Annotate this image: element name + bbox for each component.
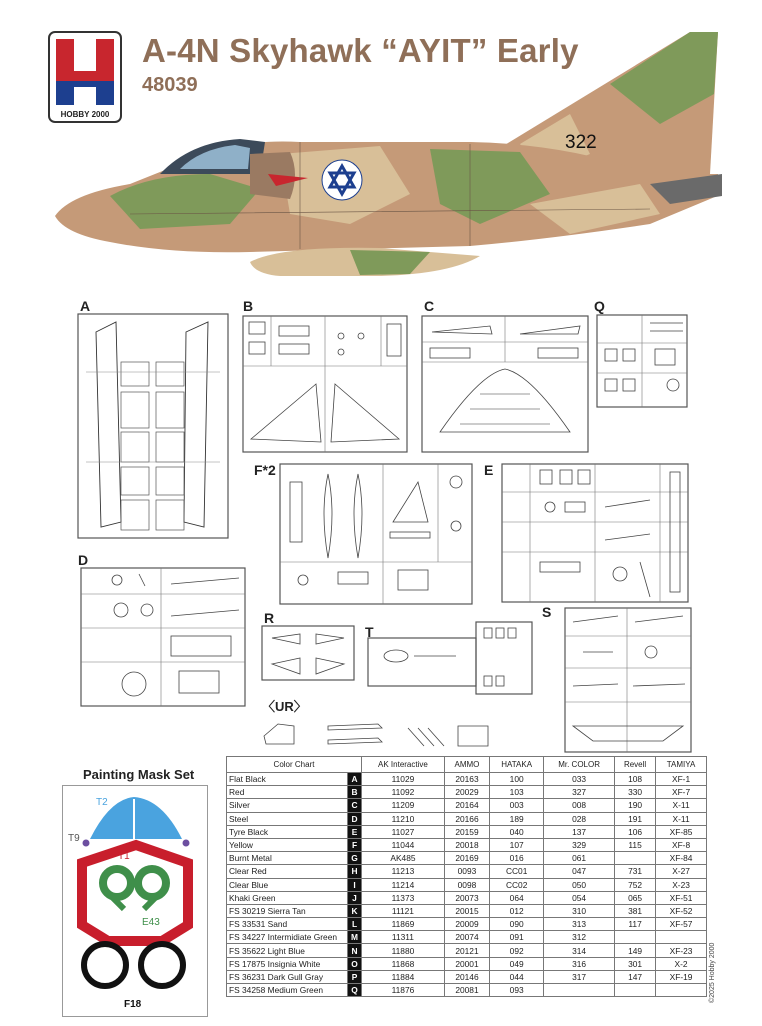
cell-ammo: 20166 [444,812,489,825]
cell-ammo: 20001 [444,957,489,970]
kit-number: 48039 [142,74,198,96]
sprue-label-t: T [365,624,374,640]
cell-mrcolor: 008 [544,799,615,812]
painting-mask-sheet [62,785,208,1017]
cell-code: N [348,944,362,957]
cell-mrcolor: 316 [544,957,615,970]
cell-hataka: 064 [490,891,544,904]
cell-ak: 11869 [362,918,445,931]
cell-code: Q [348,984,362,997]
cell-hataka: 016 [490,852,544,865]
cell-name: FS 35622 Light Blue [227,944,348,957]
sprue-s [563,606,693,754]
color-chart-row [227,825,707,838]
cell-hataka: 012 [490,904,544,917]
cell-mrcolor: 327 [544,786,615,799]
sprue-label-b: B [243,298,254,314]
header-tamiya: TAMIYA [656,757,707,773]
cell-hataka: 103 [490,786,544,799]
cell-revell: 147 [614,970,655,983]
cell-mrcolor: 033 [544,773,615,786]
cell-code: D [348,812,362,825]
cell-hataka: 090 [490,918,544,931]
cell-name: Clear Blue [227,878,348,891]
cell-code: C [348,799,362,812]
cell-hataka: 092 [490,944,544,957]
cell-ammo: 20015 [444,904,489,917]
cell-ak: 11868 [362,957,445,970]
cell-code: M [348,931,362,944]
cell-mrcolor: 313 [544,918,615,931]
cell-revell: 106 [614,825,655,838]
color-chart-row [227,944,707,957]
cell-name: Clear Red [227,865,348,878]
cell-ammo: 20009 [444,918,489,931]
sprue-label-s: S [542,604,552,620]
cell-tamiya: XF-8 [656,838,707,851]
cell-ammo: 20081 [444,984,489,997]
mask-label-e43: E43 [142,917,160,928]
cell-code: K [348,904,362,917]
mask-label-t1: T1 [118,851,130,862]
cell-tamiya: XF-19 [656,970,707,983]
cell-revell [614,931,655,944]
color-chart-row [227,931,707,944]
tail-number: 322 [565,132,597,153]
cell-tamiya: XF-57 [656,918,707,931]
cell-hataka: 003 [490,799,544,812]
sprue-c [420,314,590,454]
cell-revell: 065 [614,891,655,904]
cell-ak: 11209 [362,799,445,812]
cell-revell: 731 [614,865,655,878]
cell-tamiya: XF-85 [656,825,707,838]
cell-ammo: 20159 [444,825,489,838]
cell-revell: 191 [614,812,655,825]
cell-ammo: 20073 [444,891,489,904]
cell-hataka: 093 [490,984,544,997]
cell-ammo: 20018 [444,838,489,851]
cell-mrcolor: 061 [544,852,615,865]
cell-code: L [348,918,362,931]
cell-ak: 11027 [362,825,445,838]
cell-revell: 301 [614,957,655,970]
cell-ak: 11876 [362,984,445,997]
cell-name: FS 36231 Dark Gull Gray [227,970,348,983]
sprue-t [366,620,534,696]
cell-revell: 190 [614,799,655,812]
sprue-b [241,314,409,454]
color-chart-row [227,891,707,904]
kit-title: A-4N Skyhawk “AYIT” Early [142,32,579,69]
cell-mrcolor: 317 [544,970,615,983]
cell-mrcolor: 028 [544,812,615,825]
cell-code: F [348,838,362,851]
color-chart-row [227,918,707,931]
color-chart-row [227,865,707,878]
cell-name: FS 30219 Sierra Tan [227,904,348,917]
cell-tamiya: XF-84 [656,852,707,865]
cell-ammo: 20146 [444,970,489,983]
cell-ammo: 0098 [444,878,489,891]
cell-ammo: 20164 [444,799,489,812]
cell-code: J [348,891,362,904]
sprue-d [79,566,247,708]
cell-name: Silver [227,799,348,812]
sprue-label-c: C [424,298,435,314]
cell-ak: 11213 [362,865,445,878]
cell-mrcolor: 047 [544,865,615,878]
cell-hataka: 107 [490,838,544,851]
sprue-label-ur: 〈UR〉 [262,699,307,714]
color-chart-row [227,812,707,825]
painting-mask-title: Painting Mask Set [83,767,195,782]
cell-tamiya: XF-51 [656,891,707,904]
cell-ammo: 20029 [444,786,489,799]
cell-tamiya: X-11 [656,799,707,812]
header-mr-color: Mr. COLOR [544,757,615,773]
cell-code: O [348,957,362,970]
sprue-label-d: D [78,552,89,568]
cell-mrcolor: 050 [544,878,615,891]
copyright-notice: ©2025 Hobby 2000 [709,942,716,1003]
cell-tamiya: X-2 [656,957,707,970]
sprue-label-q: Q [594,298,605,314]
color-chart-row [227,904,707,917]
color-chart-row [227,957,707,970]
cell-hataka: 040 [490,825,544,838]
sprue-q [595,313,689,409]
cell-name: Steel [227,812,348,825]
cell-mrcolor: 312 [544,931,615,944]
cell-mrcolor: 310 [544,904,615,917]
cell-tamiya: XF-1 [656,773,707,786]
cell-name: FS 17875 Insignia White [227,957,348,970]
color-chart-row [227,852,707,865]
cell-hataka: 044 [490,970,544,983]
cell-name: Red [227,786,348,799]
sprue-a [76,312,230,540]
cell-tamiya: X-27 [656,865,707,878]
cell-name: Burnt Metal [227,852,348,865]
cell-mrcolor [544,984,615,997]
cell-ammo: 20169 [444,852,489,865]
sprue-r [260,624,356,682]
cell-ammo: 20163 [444,773,489,786]
color-chart-row [227,799,707,812]
cell-revell [614,984,655,997]
cell-ammo: 0093 [444,865,489,878]
cell-revell: 108 [614,773,655,786]
cell-ak: 11044 [362,838,445,851]
cell-ak: 11214 [362,878,445,891]
cell-tamiya [656,984,707,997]
cell-ak: 11029 [362,773,445,786]
cell-tamiya [656,931,707,944]
cell-tamiya: XF-52 [656,904,707,917]
cell-hataka: 189 [490,812,544,825]
cell-name: Tyre Black [227,825,348,838]
cell-ak: 11311 [362,931,445,944]
cell-revell: 149 [614,944,655,957]
cell-ammo: 20074 [444,931,489,944]
cell-revell: 381 [614,904,655,917]
cell-tamiya: XF-23 [656,944,707,957]
sprue-label-f: F*2 [254,462,276,478]
cell-revell: 117 [614,918,655,931]
cell-name: Khaki Green [227,891,348,904]
cell-ak: 11884 [362,970,445,983]
cell-revell: 115 [614,838,655,851]
cell-name: Flat Black [227,773,348,786]
sprue-label-a: A [80,298,91,314]
sprue-e [500,462,690,604]
aircraft-profile-illustration [50,24,725,282]
sprue-ur-clear-parts [258,706,548,750]
mask-label-t9: T9 [68,833,80,844]
mask-label-t2: T2 [96,797,108,808]
cell-tamiya: XF-7 [656,786,707,799]
cell-name: FS 33531 Sand [227,918,348,931]
cell-revell: 752 [614,878,655,891]
cell-ak: 11210 [362,812,445,825]
color-chart-row [227,773,707,786]
cell-ak: AK485 [362,852,445,865]
cell-revell: 330 [614,786,655,799]
cell-ak: 11880 [362,944,445,957]
color-chart-header-row [227,757,707,773]
cell-hataka: 091 [490,931,544,944]
header-hataka: HATAKA [490,757,544,773]
cell-mrcolor: 137 [544,825,615,838]
cell-code: P [348,970,362,983]
header-ak-interactive: AK Interactive [362,757,445,773]
color-chart-row [227,786,707,799]
header-color-chart: Color Chart [227,757,362,773]
header-revell: Revell [614,757,655,773]
cell-ammo: 20121 [444,944,489,957]
cell-mrcolor: 054 [544,891,615,904]
color-chart-row [227,970,707,983]
sprue-label-r: R [264,610,275,626]
color-chart-row [227,878,707,891]
cell-hataka: 049 [490,957,544,970]
cell-hataka: CC02 [490,878,544,891]
sprue-f [278,462,474,606]
cell-code: B [348,786,362,799]
cell-hataka: 100 [490,773,544,786]
cell-mrcolor: 329 [544,838,615,851]
cell-code: I [348,878,362,891]
cell-ak: 11121 [362,904,445,917]
mask-label-f18: F18 [124,999,142,1010]
sprue-label-e: E [484,462,494,478]
color-chart-row [227,984,707,997]
cell-name: FS 34258 Medium Green [227,984,348,997]
header-ammo: AMMO [444,757,489,773]
cell-code: E [348,825,362,838]
cell-tamiya: X-11 [656,812,707,825]
cell-name: FS 34227 Intermidiate Green [227,931,348,944]
color-chart-table [226,756,707,997]
cell-revell [614,852,655,865]
cell-mrcolor: 314 [544,944,615,957]
cell-name: Yellow [227,838,348,851]
cell-code: A [348,773,362,786]
cell-ak: 11373 [362,891,445,904]
cell-code: H [348,865,362,878]
cell-code: G [348,852,362,865]
cell-tamiya: X-23 [656,878,707,891]
cell-ak: 11092 [362,786,445,799]
cell-hataka: CC01 [490,865,544,878]
color-chart-row [227,838,707,851]
logo-text: HOBBY 2000 [60,110,110,119]
